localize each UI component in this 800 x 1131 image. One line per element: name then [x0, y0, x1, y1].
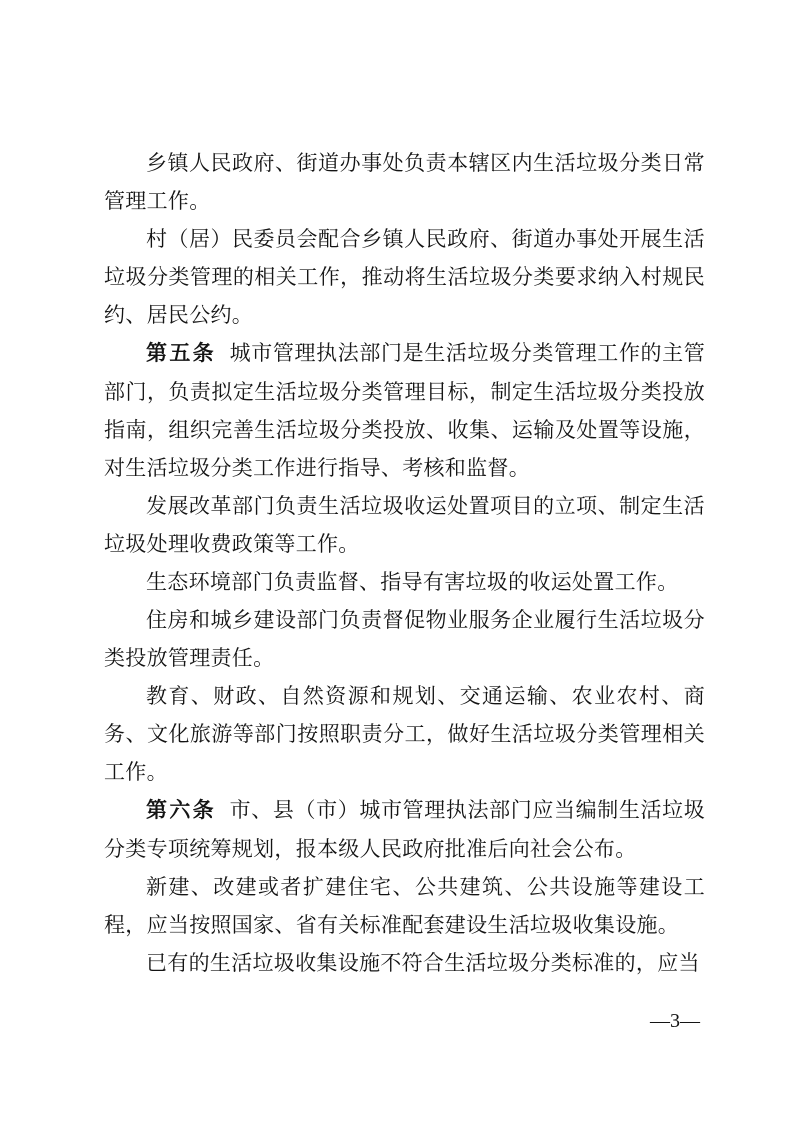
- document-body: [104, 0, 705, 982]
- paragraph-text: 城市管理执法部门是生活垃圾分类管理工作的主管部门，负责拟定生活垃圾分类管理目标，制定生活垃圾分类投放指南，组织完善生活垃圾分类投放、收集、运输及处置等设施，对生活垃圾分类工作进行指导、考核和监督。: [104, 341, 705, 480]
- article-number: 第六条: [146, 799, 216, 822]
- paragraph: [104, 563, 705, 601]
- paragraph: [104, 868, 705, 944]
- paragraph-text: 新建、改建或者扩建住宅、公共建筑、公共设施等建设工程，应当按照国家、省有关标准配套建设生活垃圾收集设施。: [104, 875, 705, 937]
- paragraph-article-6: [104, 791, 705, 868]
- paragraph: [104, 220, 705, 334]
- article-number: 第五条: [146, 342, 216, 365]
- paragraph: [104, 487, 705, 563]
- paragraph-text: 教育、财政、自然资源和规划、交通运输、农业农村、商务、文化旅游等部门按照职责分工，做好生活垃圾分类管理相关工作。: [104, 684, 705, 784]
- paragraph: [104, 144, 705, 220]
- paragraph-text: 发展改革部门负责生活垃圾收运处置项目的立项、制定生活垃圾处理收费政策等工作。: [104, 494, 705, 556]
- paragraph-text: 住房和城乡建设部门负责督促物业服务企业履行生活垃圾分类投放管理责任。: [104, 608, 705, 670]
- paragraph-text: 乡镇人民政府、街道办事处负责本辖区内生活垃圾分类日常管理工作。: [104, 151, 705, 213]
- page-number: —3—: [650, 1010, 700, 1032]
- paragraph-text: 生态环境部门负责监督、指导有害垃圾的收运处置工作。: [146, 570, 679, 594]
- paragraph: [104, 601, 705, 677]
- paragraph-text: 已有的生活垃圾收集设施不符合生活垃圾分类标准的，应当: [146, 951, 700, 975]
- paragraph-text: 市、县（市）城市管理执法部门应当编制生活垃圾分类专项统筹规划，报本级人民政府批准后向社会公布。: [104, 798, 705, 861]
- paragraph-article-5: [104, 334, 705, 487]
- paragraph: [104, 944, 705, 982]
- paragraph: [104, 677, 705, 791]
- paragraph-text: 村（居）民委员会配合乡镇人民政府、街道办事处开展生活垃圾分类管理的相关工作，推动将生活垃圾分类要求纳入村规民约、居民公约。: [104, 227, 705, 327]
